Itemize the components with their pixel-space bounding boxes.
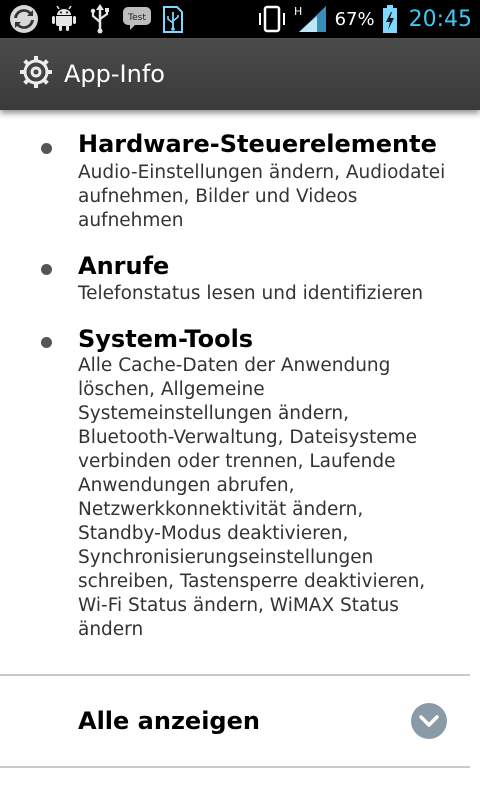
- description-line: Audio-Einstellungen ändern, Audiodatei: [78, 162, 446, 183]
- test-notification-icon: [122, 4, 152, 34]
- permission-description: [78, 354, 468, 642]
- description-line: Wi-Fi Status ändern, WiMAX Status: [78, 595, 399, 616]
- description-line: Netzwerkkonnektivität ändern,: [78, 499, 364, 520]
- description-line: löschen, Allgemeine: [78, 379, 265, 400]
- description-line: Alle Cache-Daten der Anwendung: [78, 355, 391, 376]
- battery-percent: 67%: [334, 8, 375, 30]
- description-line: schreiben, Tastensperre deaktivieren,: [78, 571, 426, 592]
- network-type-label: H: [293, 5, 302, 18]
- chevron-down-icon: [411, 703, 447, 739]
- description-line: Anwendungen abrufen,: [78, 475, 295, 496]
- test-label: Test: [128, 13, 146, 23]
- android-debug-icon: [50, 4, 78, 34]
- permission-title: System-Tools: [78, 325, 254, 353]
- hspa-signal-icon: [293, 4, 327, 34]
- settings-gear-icon[interactable]: [18, 54, 54, 94]
- description-line: Bluetooth-Verwaltung, Dateisysteme: [78, 427, 418, 448]
- system-icons: [257, 4, 480, 34]
- battery-charging-icon: [381, 4, 399, 34]
- sync-icon: [8, 4, 40, 34]
- show-all-button[interactable]: [0, 676, 480, 766]
- bullet: [41, 264, 52, 275]
- description-line: verbinden oder trennen, Laufende: [78, 451, 396, 472]
- description-line: Synchronisierungseinstellungen: [78, 547, 374, 568]
- permission-title: Anrufe: [78, 252, 170, 280]
- permissions-list[interactable]: [0, 110, 480, 800]
- notification-icons: [0, 4, 184, 34]
- action-bar: [0, 38, 480, 110]
- usb-icon: [88, 4, 112, 34]
- sd-card-usb-icon: [162, 4, 184, 34]
- permission-description: [78, 282, 468, 306]
- clock: 20:45: [408, 6, 472, 32]
- page-title: App-Info: [64, 60, 165, 88]
- vibrate-icon: [257, 4, 287, 34]
- bullet: [41, 143, 52, 154]
- bullet: [41, 337, 52, 348]
- divider: [0, 766, 470, 768]
- description-line: Standby-Modus deaktivieren,: [78, 523, 349, 544]
- description-line: Telefonstatus lesen und identifizieren: [78, 283, 424, 304]
- show-all-label: Alle anzeigen: [78, 707, 260, 735]
- permission-description: [78, 161, 468, 233]
- description-line: aufnehmen, Bilder und Videos: [78, 186, 358, 207]
- status-bar: [0, 0, 480, 38]
- permission-title: Hardware-Steuerelemente: [78, 130, 437, 158]
- description-line: ändern: [78, 619, 144, 640]
- description-line: aufnehmen: [78, 210, 184, 231]
- description-line: Systemeinstellungen ändern,: [78, 403, 350, 424]
